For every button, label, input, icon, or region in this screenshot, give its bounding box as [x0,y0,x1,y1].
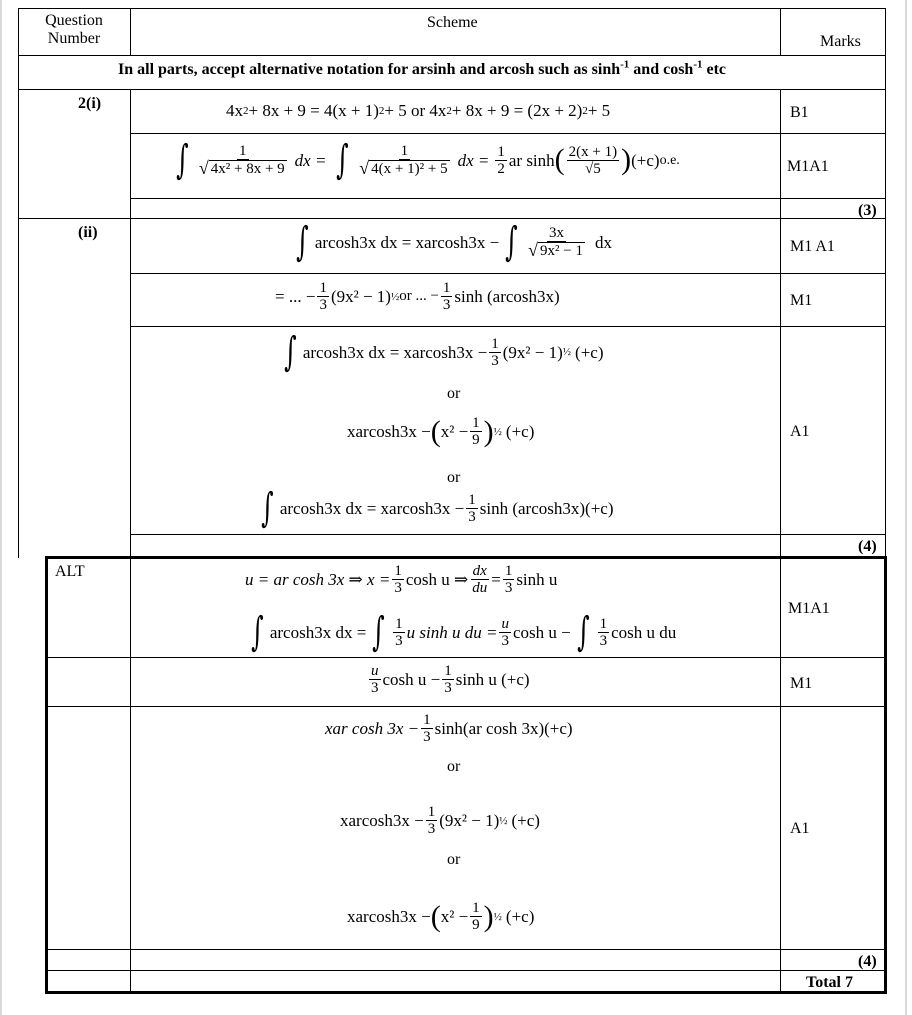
header-marks: Marks [820,33,861,50]
rule [884,556,887,994]
rule [130,133,886,134]
rule [18,8,19,558]
rule [130,534,886,535]
part-ii-line-2: = ... − $\frac{1}{3}$ (9x² − 1) ½ or ... − $\frac{1}{3}$ sinh (arcosh3x) [275,280,560,313]
rule [130,198,886,199]
alt-mark-1: M1A1 [788,600,830,617]
integral-icon: ∫ [261,485,274,531]
rule [780,89,781,558]
part-ii-label: (ii) [78,224,98,241]
rule [780,8,781,55]
page-left-edge [0,0,2,1015]
rule [130,273,886,274]
grand-total: Total 7 [806,974,853,991]
part-ii-mark-3: A1 [790,423,810,440]
integral-icon: ∫ [284,329,297,375]
integral-icon: ∫ [372,609,385,655]
part-i-label: 2(i) [78,95,102,112]
notation-notice: In all parts, accept alternative notation for arsinh and arcosh such as $\sinh^{-1}$ and $\cosh^{-1}$ etc [118,58,727,78]
part-ii-line-4: xarcosh3x − ( x² − $\frac{1}{9}$ ) ½ (+c) [347,414,535,448]
or-text: or [447,469,461,486]
alt-mark-2: M1 [790,675,813,692]
header-question-number: Question Number [45,12,103,47]
integral-icon: ∫ [251,609,264,655]
rule [18,89,886,90]
part-i-mark-2: M1A1 [787,158,829,175]
integral-icon: ∫ [336,137,350,183]
rule [885,8,886,558]
part-i-expansion: 4x 2 + 8x + 9 = 4(x + 1) 2 + 5 or 4x 2 + 8x + 9 = (2x + 2) 2 + 5 [226,101,611,120]
part-i-integral: ∫ 1 √ 4x² + 8x + 9 dx = ∫ 1 √ 4(x + 1)² + 5 dx = $\frac{1}{2}$ ar sinh ( 2(x + 1) √5 ) (+c) o.e. [176,137,680,183]
alt-line-4: xar cosh 3x − $\frac{1}{3}$ sinh(ar cosh 3x)(+c) [325,712,573,745]
rule [130,89,131,558]
rule [130,558,131,992]
part-ii-line-5: ∫ arcosh3x dx = xarcosh3x − $\frac{1}{3}$ sinh (arcosh3x)(+c) [261,485,614,531]
alt-line-1: u = ar cosh 3x ⇒ x = $\frac{1}{3}$ cosh u ⇒ $\frac{dx}{du}$ = $\frac{1}{3}$ sinh u [245,563,558,596]
or-text: or [447,758,461,775]
part-ii-line-3: ∫ arcosh3x dx = xarcosh3x − $\frac{1}{3}$ (9x² − 1) ½ (+c) [284,329,604,375]
part-ii-mark-2: M1 [790,292,813,309]
rule [130,8,131,55]
alt-mark-3: A1 [790,820,810,837]
integral-icon: ∫ [576,609,590,655]
rule [45,706,886,707]
or-text: or [447,851,461,868]
page-right-edge [905,0,907,1015]
rule [18,8,886,9]
part-ii-mark-1: M1 A1 [790,238,835,255]
part-i-mark-1: B1 [790,104,809,121]
alt-line-3: u 3 cosh u − $\frac{1}{3}$ sinh u (+c) [371,663,530,696]
alt-line-2: ∫ arcosh3x dx = ∫ 1 3 u sinh u du = $\frac{u}{3}$ cosh u − ∫ 1 3 cosh u du [251,609,677,655]
rule [45,657,886,658]
rule [18,55,886,56]
alt-total: (4) [858,953,877,970]
header-scheme: Scheme [427,14,478,31]
rule [130,326,886,327]
rule [45,949,886,950]
integral-icon: ∫ [296,219,309,265]
rule [18,218,886,219]
integral-icon: ∫ [505,219,518,265]
alt-label: ALT [55,563,85,580]
integral-icon: ∫ [176,137,189,183]
part-ii-line-1: ∫ arcosh3x dx = xarcosh3x − ∫ 3x √ 9x² − 1 dx [296,219,612,265]
or-text: or [447,385,461,402]
alt-line-6: xarcosh3x − ( x² − $\frac{1}{9}$ ) ½ (+c) [347,899,535,933]
part-i-total: (3) [858,202,877,219]
rule [45,970,886,971]
rule [780,558,781,992]
rule [45,556,48,994]
part-ii-total: (4) [858,538,877,555]
alt-line-5: xarcosh3x − $\frac{1}{3}$ (9x² − 1) ½ (+c) [340,804,540,837]
rule [45,556,887,559]
rule [45,991,887,994]
